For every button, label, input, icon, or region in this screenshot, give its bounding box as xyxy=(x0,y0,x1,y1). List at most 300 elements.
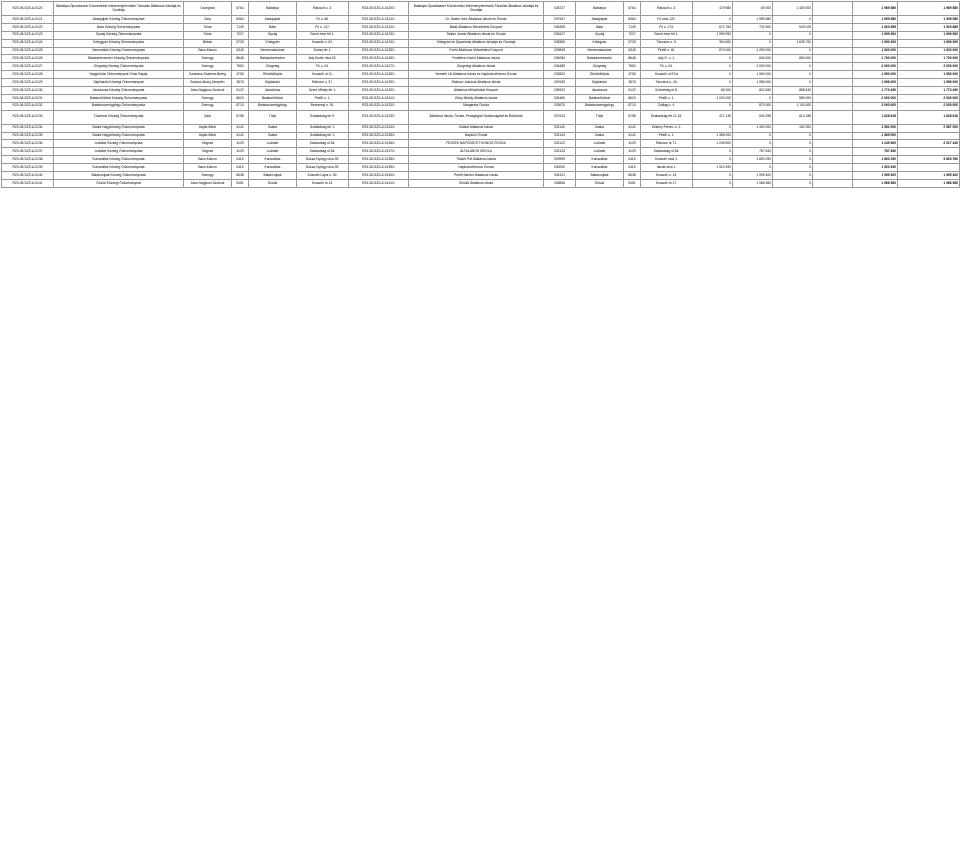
cell-inst: Öcsödi Általános Iskola xyxy=(409,179,544,187)
cell-county: Somogy xyxy=(184,94,232,102)
cell-icity: Báta xyxy=(576,23,624,31)
cell-a1: 1 365 000 xyxy=(693,132,733,140)
cell-owner: Bata Község Önkormányzata xyxy=(54,23,184,31)
cell-id: R23-08-SZS-A-0122 xyxy=(2,23,54,31)
cell-owner: Balatonújlak Község Önkormányzata xyxy=(54,172,184,180)
cell-owner: Zsáka Nagyközség Önkormányzata xyxy=(54,124,184,132)
cell-a3: 0 xyxy=(773,140,813,148)
table-row xyxy=(2,102,960,110)
cell-id: R23-08-SZS-A-0140 xyxy=(2,172,54,180)
cell-izip: 4755 xyxy=(624,71,641,79)
cell-iaddr: Szövetség út 8. xyxy=(641,87,693,95)
cell-icity: Gyulaj xyxy=(576,31,624,39)
cell-a3: 0 xyxy=(773,63,813,71)
cell-iaddr: Ady E. u. 1. xyxy=(641,55,693,63)
cell-zip: 3129 xyxy=(232,140,249,148)
cell-city: Balástya xyxy=(249,2,297,16)
cell-addr: Dózsa tér 1. xyxy=(297,47,349,55)
cell-zip: 6345 xyxy=(232,47,249,55)
table-row xyxy=(2,172,960,180)
cell-county: Somogy xyxy=(184,102,232,110)
cell-addr: Fő u. 24. xyxy=(297,63,349,71)
cell-owner: Balástya-Ópusztaszer Köznevelési Intézményfenntartó Társulás Általános Iskolája és Óvodája xyxy=(54,2,184,16)
cell-iaddr: Fő u. 24. xyxy=(641,63,693,71)
cell-inst: Napköziotthonos Óvoda xyxy=(409,164,544,172)
cell-om: 032122 xyxy=(544,140,576,148)
table-row xyxy=(2,124,960,132)
cell-a4 xyxy=(813,172,853,180)
cell-gr: 1 995 400 xyxy=(898,172,960,180)
cell-om: 034121 xyxy=(544,172,576,180)
cell-addr: Szabadság tér 1. xyxy=(297,132,349,140)
cell-izip: 6764 xyxy=(624,2,641,16)
cell-tot: 1 893 290 xyxy=(853,156,898,164)
cell-izip: 3129 xyxy=(624,140,641,148)
cell-a4 xyxy=(813,39,853,47)
cell-tot: 1 990 300 xyxy=(853,39,898,47)
cell-gr: 2 967 000 xyxy=(898,124,960,132)
cell-a4 xyxy=(813,132,853,140)
cell-inst: Kötegyán és Újszalonta Általános Iskolája és Óvodája xyxy=(409,39,544,47)
cell-tot: 1 773 490 xyxy=(853,87,898,95)
cell-county: Tolna xyxy=(184,31,232,39)
cell-pid: R23-08-SZS-A-0127/1 xyxy=(349,63,409,71)
cell-owner: Sajólászló Községi Önkormányzat xyxy=(54,79,184,87)
cell-gr xyxy=(898,132,960,140)
cell-gr: 1 920 000 xyxy=(898,47,960,55)
cell-zip: 5725 xyxy=(232,39,249,47)
table-row xyxy=(2,87,960,95)
cell-zip: 4142 xyxy=(232,132,249,140)
table-row xyxy=(2,55,960,63)
cell-iaddr: Kossuth út 17. xyxy=(641,179,693,187)
cell-iaddr: Kossuth utca 1. xyxy=(641,156,693,164)
cell-inst: Bátai Általános Művelődési Központ xyxy=(409,23,544,31)
cell-a3: 0 xyxy=(773,31,813,39)
cell-a4 xyxy=(813,140,853,148)
cell-om: 035846 xyxy=(544,179,576,187)
cell-iaddr: Petőfi u. 1. xyxy=(641,132,693,140)
cell-zip: 5451 xyxy=(232,179,249,187)
cell-city: Balatonföldvár xyxy=(249,94,297,102)
cell-iaddr: Szent Imre tér 1. xyxy=(641,31,693,39)
cell-iaddr: Kökeny Ferenc u. 2. xyxy=(641,124,693,132)
cell-pid: R23-08-SZS-A-0139/1 xyxy=(349,164,409,172)
cell-a3: 0 xyxy=(773,148,813,156)
table-row xyxy=(2,23,960,31)
cell-gr: 1 950 000 xyxy=(898,71,960,79)
cell-om: 031143 xyxy=(544,132,576,140)
cell-a2: 0 xyxy=(733,39,773,47)
cell-addr: Petőfi u. 1. xyxy=(297,94,349,102)
cell-a3: 0 xyxy=(773,47,813,55)
cell-a3: 0 xyxy=(773,156,813,164)
cell-inst: FESZEK NAPKÖZIOTTHONOS ÓVODA xyxy=(409,140,544,148)
cell-a1: 0 xyxy=(693,102,733,110)
cell-a2: 0 xyxy=(733,164,773,172)
cell-tot: 1 365 000 xyxy=(853,132,898,140)
cell-a3: 0 xyxy=(773,164,813,172)
cell-county: Nógrád xyxy=(184,140,232,148)
cell-om: 034485 xyxy=(544,63,576,71)
cell-county: Somogy xyxy=(184,55,232,63)
cell-om: 037613 xyxy=(544,110,576,124)
cell-zip: 7149 xyxy=(232,23,249,31)
cell-pid: R23-08-SZS-A-0121/1 xyxy=(349,16,409,24)
cell-icity: Sajólászló xyxy=(576,79,624,87)
cell-iaddr: Fő u. 174. xyxy=(641,23,693,31)
cell-om: 036317 xyxy=(544,31,576,39)
cell-addr: Kossuth Lajos u. 52. xyxy=(297,172,349,180)
cell-a4 xyxy=(813,124,853,132)
cell-addr: Rákóczi u. 3. xyxy=(297,2,349,16)
cell-iaddr: Fő utca 122. xyxy=(641,16,693,24)
cell-city: Ököritófülpös xyxy=(249,71,297,79)
cell-izip: 6345 xyxy=(624,47,641,55)
cell-a2: 0 xyxy=(733,31,773,39)
cell-icity: Kunszállás xyxy=(576,164,624,172)
cell-city: Nemesnádudvar xyxy=(249,47,297,55)
cell-id: R23-08-SZS-A-0123 xyxy=(2,31,54,39)
cell-icity: Nemesnádudvar xyxy=(576,47,624,55)
cell-owner: Balatonföldvár Község Önkormányzata xyxy=(54,94,184,102)
cell-inst: Szabó József Általános Iskola és Óvoda xyxy=(409,31,544,39)
cell-owner: Kunszállás Község Önkormányzata xyxy=(54,164,184,172)
cell-city: Balatonújlak xyxy=(249,172,297,180)
cell-icity: Balatonföldvár xyxy=(576,94,624,102)
cell-a1: 0 xyxy=(693,71,733,79)
cell-iaddr: Iskola utca 1. xyxy=(641,164,693,172)
cell-a1: 0 xyxy=(693,79,733,87)
cell-a2: 1 950 000 xyxy=(733,71,773,79)
cell-a1: 354 600 xyxy=(693,39,733,47)
cell-tot: 1 923 685 xyxy=(853,23,898,31)
cell-a2: 1 999 980 xyxy=(733,16,773,24)
cell-owner: Zsáka Nagyközség Önkormányzata xyxy=(54,132,184,140)
table-row xyxy=(2,179,960,187)
cell-a2: 60 000 xyxy=(733,2,773,16)
cell-city: Zsáka xyxy=(249,124,297,132)
cell-tot: 1 552 000 xyxy=(853,124,898,132)
cell-a4 xyxy=(813,87,853,95)
cell-a4 xyxy=(813,94,853,102)
cell-pid: R23-08-SZS-A-0140/1 xyxy=(349,172,409,180)
cell-city: Abaújalpár xyxy=(249,16,297,24)
cell-inst: Fóriló Általános Művelődési Központ xyxy=(409,47,544,55)
cell-addr: Dózsa György utca 39. xyxy=(297,164,349,172)
table-row xyxy=(2,164,960,172)
cell-id: R23-08-SZS-A-0133 xyxy=(2,110,54,124)
cell-pid: R23-08-SZS-A-0131/1 xyxy=(349,94,409,102)
table-row xyxy=(2,39,960,47)
cell-inst: Általános Művelődési Központ xyxy=(409,87,544,95)
table-row xyxy=(2,94,960,102)
cell-tot: 1 700 000 xyxy=(853,55,898,63)
cell-city: Zsáka xyxy=(249,132,297,140)
cell-id: R23-08-SZS-A-0138 xyxy=(2,156,54,164)
cell-a1: 65 000 xyxy=(693,87,733,95)
table-row xyxy=(2,2,960,16)
cell-gr: 1 700 000 xyxy=(898,55,960,63)
cell-izip: 8648 xyxy=(624,55,641,63)
cell-icity: Jászdózsa xyxy=(576,87,624,95)
cell-id: R23-08-SZS-A-0127 xyxy=(2,63,54,71)
cell-id: R23-08-SZS-A-0136 xyxy=(2,140,54,148)
cell-a1: 0 xyxy=(693,179,733,187)
cell-izip: 7553 xyxy=(624,63,641,71)
table-row xyxy=(2,140,960,148)
cell-om: 028727 xyxy=(544,2,576,16)
cell-om: 034084 xyxy=(544,55,576,63)
cell-a3: 0 xyxy=(773,16,813,24)
cell-pid: R23-08-SZS-A-0124/1 xyxy=(349,39,409,47)
cell-gr: 1 999 992 xyxy=(898,31,960,39)
cell-id: R23-08-SZS-A-0128 xyxy=(2,71,54,79)
cell-pid: R23-08-SZS-A-0120/1 xyxy=(349,2,409,16)
cell-county: Jász-Nagykun-Szolnok xyxy=(184,179,232,187)
cell-inst: Margaréta Óvoda xyxy=(409,102,544,110)
cell-county: Hajdú-Bihar xyxy=(184,124,232,132)
cell-icity: Öcsöd xyxy=(576,179,624,187)
cell-a3: 614 188 xyxy=(773,110,813,124)
cell-iaddr: Szabadság út 84. xyxy=(641,148,693,156)
cell-gr: 2 000 000 xyxy=(898,94,960,102)
cell-a3: 0 xyxy=(773,79,813,87)
cell-a2: 0 xyxy=(733,94,773,102)
cell-pid: R23-08-SZS-A-0125/1 xyxy=(349,47,409,55)
cell-zip: 8638 xyxy=(232,172,249,180)
cell-id: R23-08-SZS-A-0134 xyxy=(2,124,54,132)
cell-izip: 5451 xyxy=(624,179,641,187)
cell-om: 029139 xyxy=(544,79,576,87)
cell-addr: Fő u. 147. xyxy=(297,23,349,31)
cell-iaddr: Csillag u. 4. xyxy=(641,102,693,110)
cell-tot: 1 996 000 xyxy=(853,79,898,87)
cell-tot: 1 249 600 xyxy=(853,140,898,148)
cell-iaddr: Táncsics u. 43. xyxy=(641,79,693,87)
cell-a4 xyxy=(813,110,853,124)
cell-tot: 1 969 580 xyxy=(853,2,898,16)
cell-addr: Kossuth út 11. xyxy=(297,71,349,79)
cell-a3: 0 xyxy=(773,172,813,180)
cell-izip: 4142 xyxy=(624,124,641,132)
cell-zip: 8648 xyxy=(232,55,249,63)
cell-county: Jász-Nagykun-Szolnok xyxy=(184,87,232,95)
cell-owner: Nemesbikk Község Önkormányzata xyxy=(54,47,184,55)
cell-city: Kunszállás xyxy=(249,164,297,172)
cell-gr: 2 000 000 xyxy=(898,102,960,110)
cell-owner: Ludlabe Község Önkormányzata xyxy=(54,140,184,148)
table-row xyxy=(2,132,960,140)
cell-izip: 8623 xyxy=(624,94,641,102)
cell-tot: 2 000 000 xyxy=(853,63,898,71)
cell-tot: 1 995 400 xyxy=(853,172,898,180)
cell-a3: 0 xyxy=(773,71,813,79)
cell-city: Jászdózsa xyxy=(249,87,297,95)
cell-addr: Szent Mihály tér 1. xyxy=(297,87,349,95)
cell-izip: 8638 xyxy=(624,172,641,180)
cell-tot: 1 920 000 xyxy=(853,47,898,55)
cell-zip: 8796 xyxy=(232,110,249,124)
cell-a2: 0 xyxy=(733,132,773,140)
cell-izip: 3576 xyxy=(624,79,641,87)
cell-iaddr: Petőfi u. 1. xyxy=(641,94,693,102)
cell-izip: 6115 xyxy=(624,156,641,164)
cell-addr: Szabadság tér 1. xyxy=(297,124,349,132)
cell-a1: 1 920 490 xyxy=(693,164,733,172)
cell-a2: 1 966 580 xyxy=(733,179,773,187)
cell-inst: Dr. Szabó Imre Általános Iskola és Óvoda xyxy=(409,16,544,24)
cell-id: R23-08-SZS-A-0135 xyxy=(2,132,54,140)
cell-a3: 0 xyxy=(773,132,813,140)
cell-a1: 671 760 xyxy=(693,23,733,31)
cell-izip: 5122 xyxy=(624,87,641,95)
cell-icity: Balatonújlak xyxy=(576,172,624,180)
cell-icity: Türje xyxy=(576,110,624,124)
cell-a1: 1 249 600 xyxy=(693,140,733,148)
cell-a1: 471 130 xyxy=(693,110,733,124)
cell-city: Ludlabe xyxy=(249,148,297,156)
cell-icity: Zsáka xyxy=(576,132,624,140)
cell-zip: 4142 xyxy=(232,124,249,132)
cell-city: Görgeteg xyxy=(249,63,297,71)
cell-a1: 0 xyxy=(693,156,733,164)
cell-addr: Fő u. 66. xyxy=(297,16,349,24)
cell-gr xyxy=(898,164,960,172)
cell-icity: Balástya xyxy=(576,2,624,16)
cell-a3: 860 000 xyxy=(773,55,813,63)
cell-zip: 8623 xyxy=(232,94,249,102)
cell-addr: Dózsa György utca 39. xyxy=(297,156,349,164)
cell-county: Bács-Kiskun xyxy=(184,47,232,55)
cell-a3: 885 840 xyxy=(773,87,813,95)
cell-owner: Öcsöd Községi Önkormányzat xyxy=(54,179,184,187)
cell-id: R23-08-SZS-A-0132 xyxy=(2,102,54,110)
cell-inst: Görgetegi Általános Iskola xyxy=(409,63,544,71)
cell-inst: Napközi Óvoda xyxy=(409,132,544,140)
cell-om: 035923 xyxy=(544,87,576,95)
cell-gr: 1 628 616 xyxy=(898,110,960,124)
cell-a1: 1 999 992 xyxy=(693,31,733,39)
cell-pid: R23-08-SZS-A-0126/1 xyxy=(349,55,409,63)
cell-zip: 3129 xyxy=(232,148,249,156)
cell-gr: 1 966 580 xyxy=(898,179,960,187)
cell-county: Zala xyxy=(184,16,232,24)
cell-gr: 1 999 980 xyxy=(898,16,960,24)
cell-iaddr: Táncsics u. 9. xyxy=(641,39,693,47)
cell-om: 030000 xyxy=(544,164,576,172)
cell-izip: 5725 xyxy=(624,39,641,47)
cell-a2: 767 840 xyxy=(733,148,773,156)
cell-a2: 840 000 xyxy=(733,55,773,63)
cell-city: Kötegyán xyxy=(249,39,297,47)
cell-id: R23-08-SZS-A-0130 xyxy=(2,87,54,95)
cell-iaddr: Rákóczi út 71. xyxy=(641,140,693,148)
cell-pid: R23-08-SZS-A-0130/1 xyxy=(349,87,409,95)
cell-inst: Zichy Mihály Általános Iskola xyxy=(409,94,544,102)
cell-om: 033522 xyxy=(544,71,576,79)
cell-iaddr: Szabadság tér 11-15. xyxy=(641,110,693,124)
cell-tot: 2 000 000 xyxy=(853,94,898,102)
cell-a2: 822 650 xyxy=(733,87,773,95)
cell-a3: 0 xyxy=(773,179,813,187)
cell-tot: 1 966 580 xyxy=(853,179,898,187)
table-row xyxy=(2,31,960,39)
cell-addr: Ady Endre utca 52. xyxy=(297,55,349,63)
cell-county: Szabolcs-Szatmár-Bereg xyxy=(184,71,232,79)
table-row xyxy=(2,16,960,24)
cell-zip: 3576 xyxy=(232,79,249,87)
cell-inst: Tüskér Pál Általános Iskola xyxy=(409,156,544,164)
cell-county: Somogy xyxy=(184,63,232,71)
cell-a3: 1 635 700 xyxy=(773,39,813,47)
table-row xyxy=(2,156,960,164)
cell-county: Csongrád xyxy=(184,2,232,16)
cell-gr: 1 773 490 xyxy=(898,87,960,95)
cell-a1: 1 020 000 xyxy=(693,94,733,102)
cell-om: 033670 xyxy=(544,102,576,110)
cell-a1: 670 000 xyxy=(693,47,733,55)
cell-a2: 1 996 000 xyxy=(733,79,773,87)
cell-tot: 2 000 000 xyxy=(853,102,898,110)
cell-addr: Kossuth u. 81. xyxy=(297,39,349,47)
cell-a3: 549 025 xyxy=(773,23,813,31)
cell-county: Bács-Kiskun xyxy=(184,156,232,164)
cell-county: Bács-Kiskun xyxy=(184,164,232,172)
cell-a2: 1 995 400 xyxy=(733,172,773,180)
cell-owner: Jászdózsa Község Önkormányzata xyxy=(54,87,184,95)
cell-zip: 6764 xyxy=(232,2,249,16)
cell-om: 034460 xyxy=(544,94,576,102)
cell-icity: Ököritófülpös xyxy=(576,71,624,79)
cell-inst: Rákóczi Jakokos Általános Iskola xyxy=(409,79,544,87)
cell-city: Gyulaj xyxy=(249,31,297,39)
cell-owner: Kunszállás Község Önkormányzata xyxy=(54,156,184,164)
cell-izip: 8384 xyxy=(624,16,641,24)
cell-a1: 479 580 xyxy=(693,2,733,16)
cell-owner: Tüskevár Község Önkormányzata xyxy=(54,110,184,124)
cell-izip: 6115 xyxy=(624,164,641,172)
cell-iaddr: Kossuth út 57/a xyxy=(641,71,693,79)
cell-icity: Abaújalpár xyxy=(576,16,624,24)
cell-gr: 3 803 780 xyxy=(898,156,960,164)
cell-id: R23-08-SZS-A-0141 xyxy=(2,179,54,187)
cell-zip: 4755 xyxy=(232,71,249,79)
cell-addr: Szabadság út 84. xyxy=(297,140,349,148)
cell-pid: R23-08-SZS-A-0135/1 xyxy=(349,132,409,140)
cell-gr: 1 996 000 xyxy=(898,79,960,87)
cell-a4 xyxy=(813,63,853,71)
cell-a4 xyxy=(813,102,853,110)
cell-a1: 0 xyxy=(693,172,733,180)
cell-owner: Gyulaj Község Önkormányzata xyxy=(54,31,184,39)
cell-izip: 7149 xyxy=(624,23,641,31)
cell-a3: 1 130 000 xyxy=(773,102,813,110)
cell-a4 xyxy=(813,47,853,55)
cell-om: 036308 xyxy=(544,23,576,31)
cell-id: R23-08-SZS-A-0137 xyxy=(2,148,54,156)
cell-zip: 7227 xyxy=(232,31,249,39)
cell-owner: Görgeteg Község Önkormányzata xyxy=(54,63,184,71)
cell-gr: 1 990 300 xyxy=(898,39,960,47)
table-body xyxy=(2,2,960,188)
cell-county: Somogy xyxy=(184,172,232,180)
cell-pid: R23-08-SZS-A-0123/1 xyxy=(349,31,409,39)
table-row xyxy=(2,148,960,156)
cell-tot: 1 920 490 xyxy=(853,164,898,172)
cell-zip: 5122 xyxy=(232,87,249,95)
cell-iaddr: Rákóczi u. 3. xyxy=(641,2,693,16)
